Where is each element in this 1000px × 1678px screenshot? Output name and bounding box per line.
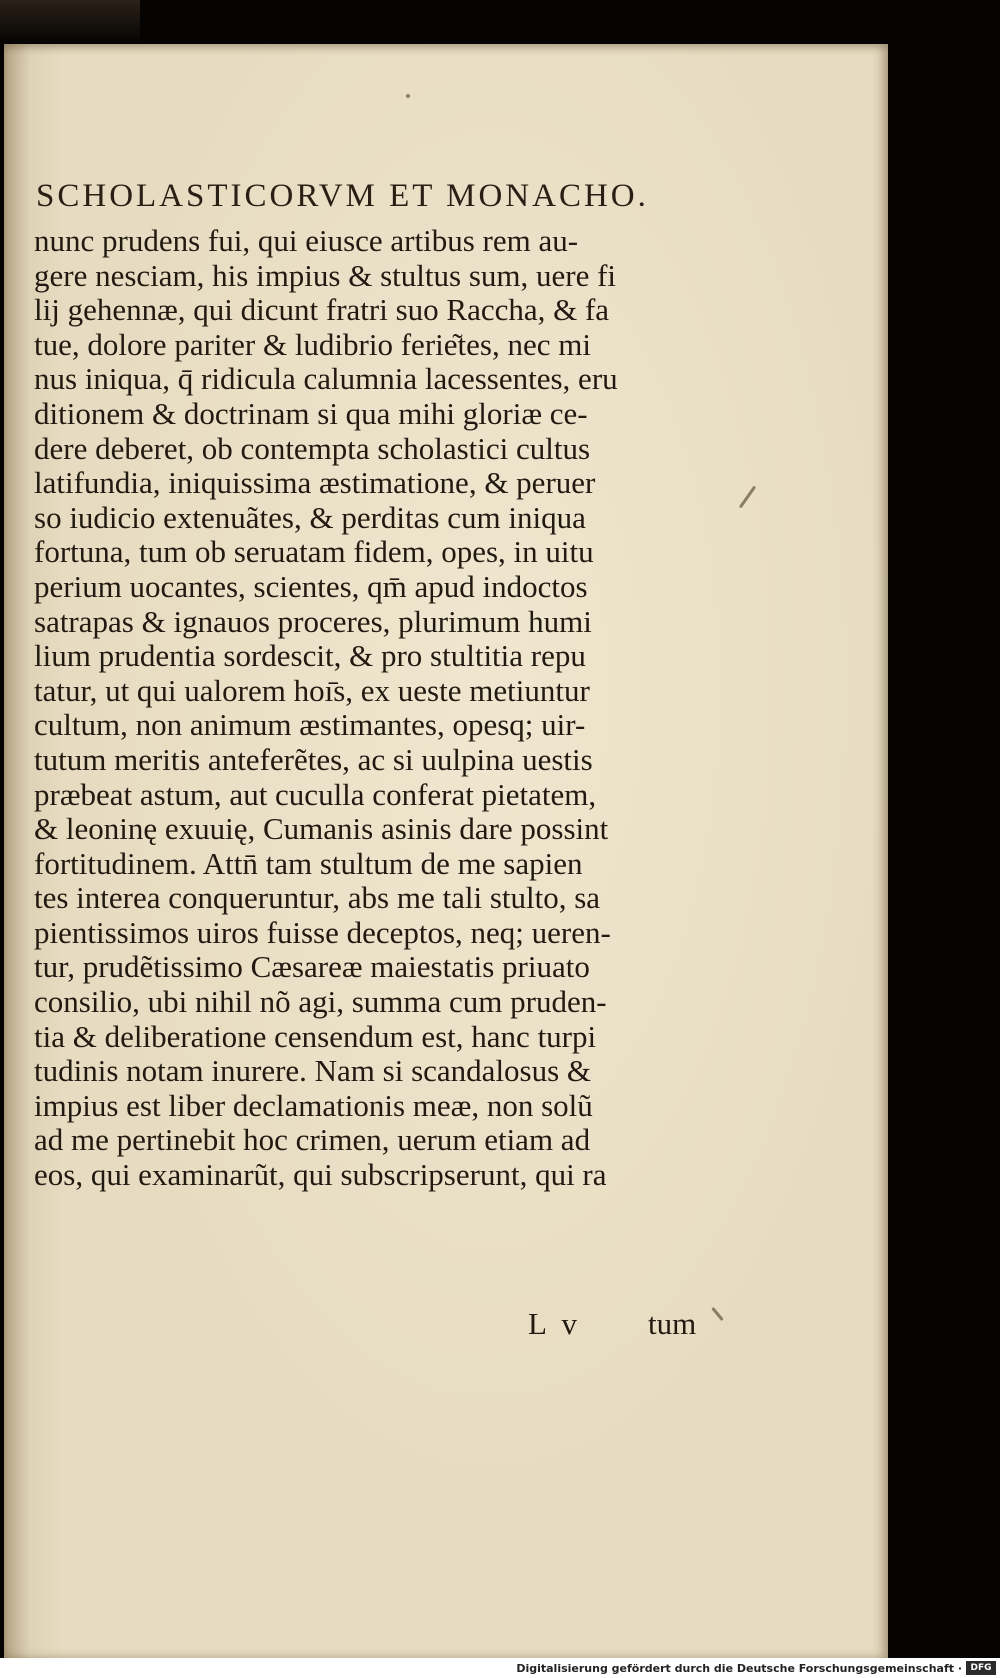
text-line: ditionem & doctrinam si qua mihi gloriæ ce- xyxy=(34,395,588,431)
text-line: tes interea conqueruntur, abs me tali stulto, sa xyxy=(34,880,601,916)
text-line: lij gehennæ, qui dicunt fratri suo Raccha, & fa xyxy=(34,292,610,328)
text-line: perium uocantes, scientes, qm̄ apud indoctos xyxy=(34,568,588,604)
text-line: dere deberet, ob contempta scholastici cultus xyxy=(34,430,591,466)
text-line: fortuna, tum ob seruatam fidem, opes, in uitu xyxy=(34,534,594,570)
text-line: tue, dolore pariter & ludibrio ferie͂tes, nec mi xyxy=(34,326,591,362)
text-line: lium prudentia sordescit, & pro stultitia repu xyxy=(34,638,586,674)
catchword: tum xyxy=(648,1306,697,1341)
text-line: so iudicio extenuãtes, & perditas cum iniqua xyxy=(34,499,586,535)
text-line: gere nesciam, his impius & stultus sum, uere fi xyxy=(34,257,617,293)
text-line: nunc prudens fui, qui eiusce artibus rem au- xyxy=(34,223,579,258)
paper-stain xyxy=(739,485,756,508)
text-line: tur, prudẽtissimo Cæsareæ maiestatis priuato xyxy=(34,949,590,985)
text-line: fortitudinem. Attn̄ tam stultum de me sapien xyxy=(34,845,583,881)
text-line: & leoninę exuuię, Cumanis asinis dare possint xyxy=(34,811,609,847)
scan-edge-top xyxy=(0,0,140,44)
dfg-logo-icon: DFG xyxy=(966,1661,996,1675)
running-header: SCHOLASTICORVM ET MONACHO. xyxy=(36,178,649,214)
text-line: eos, qui examinarũt, qui subscripserunt, qui ra xyxy=(34,1157,607,1193)
text-line: tutum meritis anteferẽtes, ac si uulpina uestis xyxy=(34,741,593,777)
text-line: satrapas & ignauos proceres, plurimum humi xyxy=(34,603,592,639)
text-line: nus iniqua, q̄ ridicula calumnia lacessentes, eru xyxy=(34,361,618,397)
paper-stain xyxy=(711,1307,724,1321)
text-line: tudinis notam inurere. Nam si scandalosus & xyxy=(34,1053,592,1089)
text-line: latifundia, iniquissima æstimatione, & peruer xyxy=(34,465,596,501)
signature-mark: L v xyxy=(528,1306,582,1341)
text-line: tia & deliberatione censendum est, hanc turpi xyxy=(34,1018,597,1054)
text-line: præbeat astum, aut cuculla conferat pietatem, xyxy=(34,776,597,812)
text-line: pientissimos uiros fuisse deceptos, neq; ueren- xyxy=(34,914,611,950)
funding-credit: Digitalisierung gefördert durch die Deutsche Forschungsgemeinschaft · xyxy=(516,1662,962,1675)
text-line: consilio, ubi nihil nõ agi, summa cum pruden- xyxy=(34,984,607,1020)
page-body xyxy=(34,224,720,1193)
text-line: ad me pertinebit hoc crimen, uerum etiam ad xyxy=(34,1122,591,1158)
text-line: cultum, non animum æstimantes, opesq; uir- xyxy=(34,707,586,743)
text-line: impius est liber declamationis meæ, non solũ xyxy=(34,1087,593,1123)
text-line: tatur, ut qui ualorem hoı̄s, ex ueste metiuntur xyxy=(34,672,590,708)
paper-speck xyxy=(406,94,410,98)
